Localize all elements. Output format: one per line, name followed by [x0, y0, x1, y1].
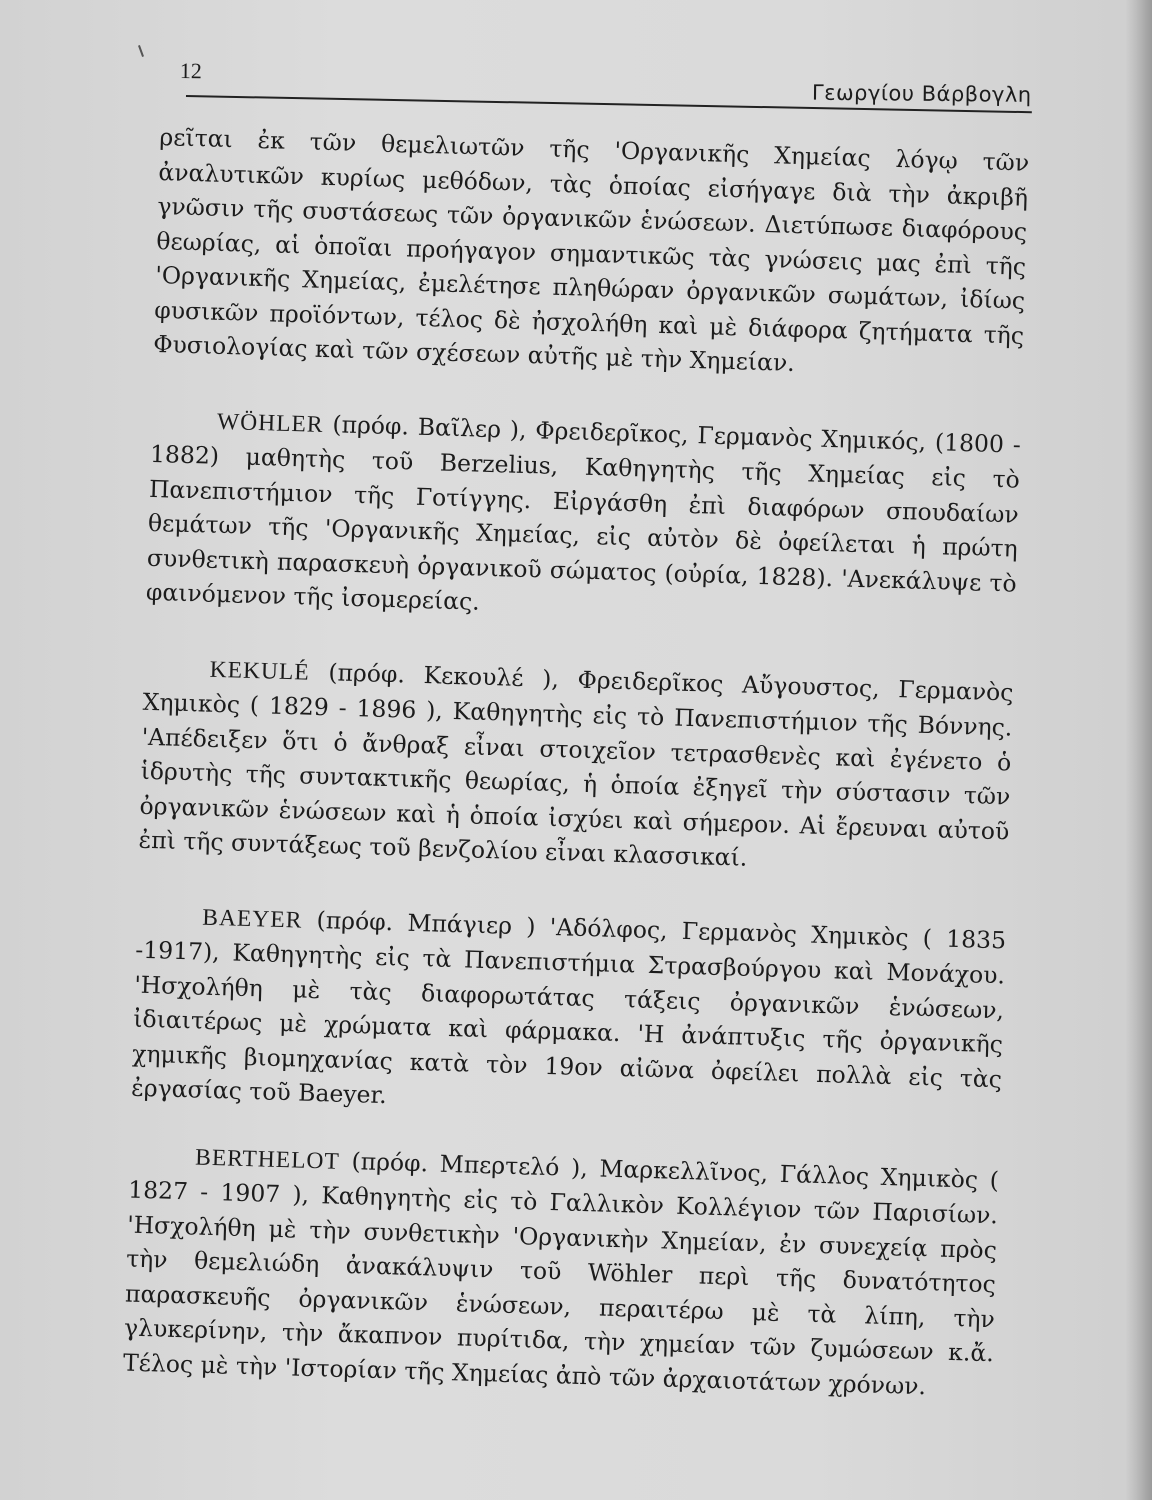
paragraph-text: (πρόφ. Μπάγιερ ) 'Αδόλφος, Γερμανὸς Χημικὸς ( 1835 -1917), Καθηγητὴς εἰς τὰ Πανεπιστήμια Στρασβούργου καὶ Μονάχου. 'Ησχολήθη μὲ τὰς διαφορωτάτας τάξεις ὀργανικῶν ἑνώσεων, ἰδιαιτέρως μὲ χρώματα καὶ φάρμακα. 'Η ἀνάπτυξις τῆς ὀργανικῆς χημικῆς βιομηχανίας κατὰ τὸν 19ον αἰῶνα ὀφείλει πολλὰ εἰς τὰς ἐργασίας τοῦ Baeyer.	[130, 905, 1007, 1110]
page-header	[180, 58, 1032, 107]
scan-mark	[138, 45, 144, 57]
body-text	[123, 120, 1030, 1405]
paragraph-baeyer	[131, 897, 1007, 1131]
chemist-name: WÖHLER	[216, 408, 324, 438]
chemist-name: KEKULÉ	[209, 656, 311, 686]
running-head: Γεωργίου Βάρβογλη	[811, 80, 1032, 107]
paragraph-berthelot	[123, 1137, 1000, 1405]
paragraph-text: (πρόφ. Κεκουλέ ), Φρειδερῖκος Αὔγουστος, Γερμανὸς Χημικὸς ( 1829 - 1896 ), Καθηγητὴς εἰς τὸ Πανεπιστήμιον τῆς Βόννης. 'Απέδειξεν ὅτι ὁ ἄνθραξ εἶναι στοιχεῖον τετρασθενὲς καὶ ἐγένετο ὁ ἱδρυτὴς τῆς συντακτικῆς θεωρίας, ἡ ὁποία ἐξηγεῖ τὴν σύστασιν τῶν ὀργανικῶν ἑνώσεων καὶ ἡ ὁποία ἰσχύει καὶ σήμερον. Αἱ ἔρευναι αὐτοῦ ἐπὶ τῆς συντάξεως τοῦ βενζολίου εἶναι κλασσικαί.	[138, 657, 1014, 872]
paragraph-kekule	[138, 649, 1014, 883]
chemist-name: BAEYER	[201, 904, 303, 934]
paragraph-text: (πρόφ. Βαῖλερ ), Φρειδερῖκος, Γερμανὸς Χημικός, (1800 - 1882) μαθητὴς τοῦ Berzelius, Καθηγητὴς τῆς Χημείας εἰς τὸ Πανεπιστήμιον τῆς Γοτίγγης. Εἰργάσθη ἐπὶ διαφόρων σπουδαίων θεμάτων τῆς 'Οργανικῆς Χημείας, εἰς αὐτὸν δὲ ὀφείλεται ἡ πρώτη συνθετικὴ παρασκευὴ ὀργανικοῦ σώματος (οὐρία, 1828). 'Ανεκάλυψε τὸ φαινόμενον τῆς ἰσομερείας.	[145, 409, 1022, 616]
paragraph-text: (πρόφ. Μπερτελό ), Μαρκελλῖνος, Γάλλος Χημικὸς ( 1827 - 1907 ), Καθηγητὴς εἰς τὸ Γαλλικὸν Κολλέγιον τῶν Παρισίων. 'Ησχολήθη μὲ τὴν συνθετικὴν 'Οργανικὴν Χημείαν, ἐν συνεχείᾳ πρὸς τὴν θεμελιώδη ἀνακάλυψιν τοῦ Wöhler περὶ τῆς δυνατότητος παρασκευῆς ὀργανικῶν ἑνώσεων, περαιτέρω μὲ τὰ λίπη, τὴν γλυκερίνην, τὴν ἄκαπνον πυρίτιδα, τὴν χημείαν τῶν ζυμώσεων κ.ἄ. Τέλος μὲ τὴν 'Ιστορίαν τῆς Χημείας ἀπὸ τῶν ἀρχαιοτάτων χρόνων.	[122, 1146, 1000, 1400]
paragraph-wohler	[145, 401, 1021, 635]
chemist-name: BERTHELOT	[194, 1144, 341, 1175]
page-edge-shadow	[1126, 0, 1152, 1500]
page-number: 12	[179, 58, 202, 84]
paragraph-text: ρεῖται ἐκ τῶν θεμελιωτῶν τῆς 'Οργανικῆς Χημείας λόγῳ τῶν ἀναλυτικῶν κυρίως μεθόδων, τὰς ὁποίας εἰσήγαγε διὰ τὴν ἀκριβῆ γνῶσιν τῆς συστάσεως τῶν ὀργανικῶν ἑνώσεων. Διετύπωσε διαφόρους θεωρίας, αἱ ὁποῖαι προήγαγον σημαντικῶς τὰς γνώσεις μας ἐπὶ τῆς 'Οργανικῆς Χημείας, ἐμελέτησε πληθώραν ὀργανικῶν σωμάτων, ἰδίως φυσικῶν προϊόντων, τέλος δὲ ἠσχολήθη καὶ μὲ διάφορα ζητήματα τῆς Φυσιολογίας καὶ τῶν σχέσεων αὐτῆς μὲ τὴν Χημείαν.	[152, 122, 1030, 377]
paragraph-continuation	[153, 120, 1030, 387]
